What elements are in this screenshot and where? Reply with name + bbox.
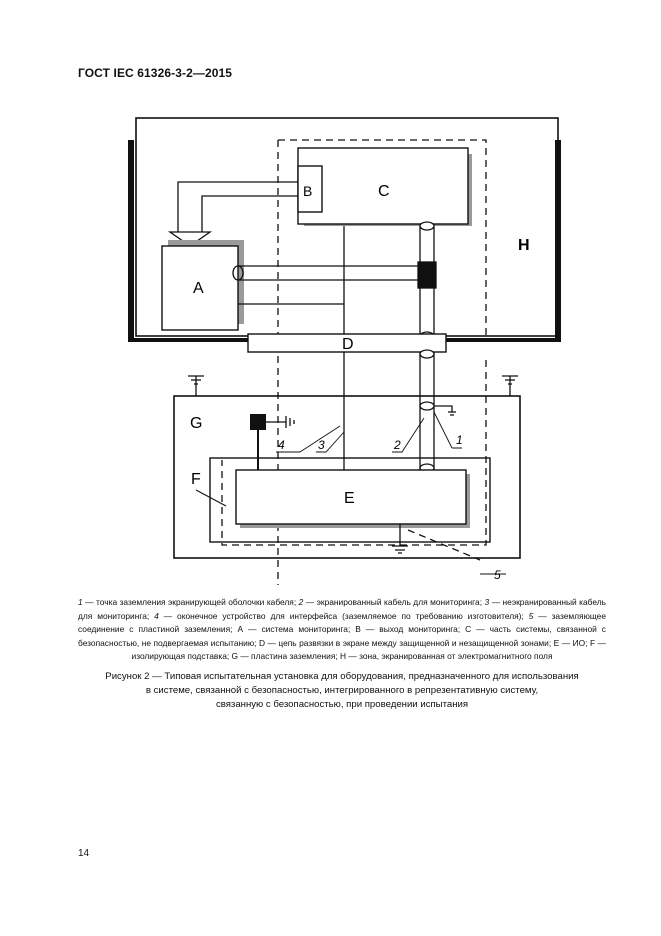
label-e: E: [344, 490, 355, 507]
legend-text-1: — точка заземления экранирующей оболочки кабеля;: [82, 597, 299, 607]
label-d: D: [342, 336, 354, 353]
legend-text-4: — оконечное устройство для интерфейса (заземляемое по требованию изготовителя);: [158, 610, 529, 621]
figure-caption: [78, 670, 606, 712]
shielded-cable-vertical-lower: [420, 350, 456, 472]
legend-key-2: 2: [298, 597, 304, 607]
figure-legend: [78, 596, 606, 664]
block-c: [298, 148, 472, 226]
monitoring-output-arrow: [170, 182, 298, 246]
legend-text-3: — неэкранированный кабель для мониторинга;: [78, 597, 606, 621]
callout-5: 5: [494, 568, 501, 582]
block-b: [298, 166, 322, 212]
label-b: B: [303, 183, 313, 199]
label-a: A: [193, 280, 204, 297]
legend-key-3: 3: [484, 597, 490, 607]
label-h: H: [518, 237, 530, 254]
interface-terminal: [250, 414, 294, 470]
legend-key-1: 1: [78, 597, 83, 607]
decoupling-d: [248, 334, 446, 353]
callout-4: 4: [278, 438, 285, 452]
caption-line-2: в системе, связанной с безопасностью, интегрированного в репрезентативную систему,: [145, 685, 539, 696]
callout-3: 3: [318, 438, 325, 452]
shielded-cable-horizontal: [233, 262, 436, 288]
page-number: 14: [78, 848, 90, 859]
label-g: G: [190, 415, 203, 432]
callout-1: 1: [456, 433, 463, 447]
block-a: [162, 240, 244, 330]
caption-line-3: связанную с безопасностью, при проведении испытания: [215, 699, 469, 710]
ground-plate-g: [174, 376, 520, 558]
caption-line-1: Рисунок 2 — Типовая испытательная установка для оборудования, предназначенного для использования: [105, 671, 579, 682]
legend-key-5: 5: [528, 610, 534, 621]
label-c: C: [378, 183, 390, 200]
callout-2: 2: [394, 438, 401, 452]
legend-text-5: — заземляющее соединение с пластиной заземления;: [78, 610, 606, 635]
document-header: ГОСТ IEC 61326-3-2—2015: [78, 66, 233, 80]
legend-text-2: — экранированный кабель для мониторинга;: [303, 597, 485, 607]
legend-tail: А — система мониторинга; В — выход мониторинга; С — часть системы, связанной с безопасностью, не подвергаемая испытанию; D — цепь развязки в экране между защищенной и незащищенной зонами; Е — ИО; F — изолирующая подставка; G — пластина заземления; Н — зона, экранированная от электромагнитного поля: [78, 624, 606, 662]
legend-key-4: 4: [154, 610, 159, 621]
label-f: F: [191, 471, 201, 488]
